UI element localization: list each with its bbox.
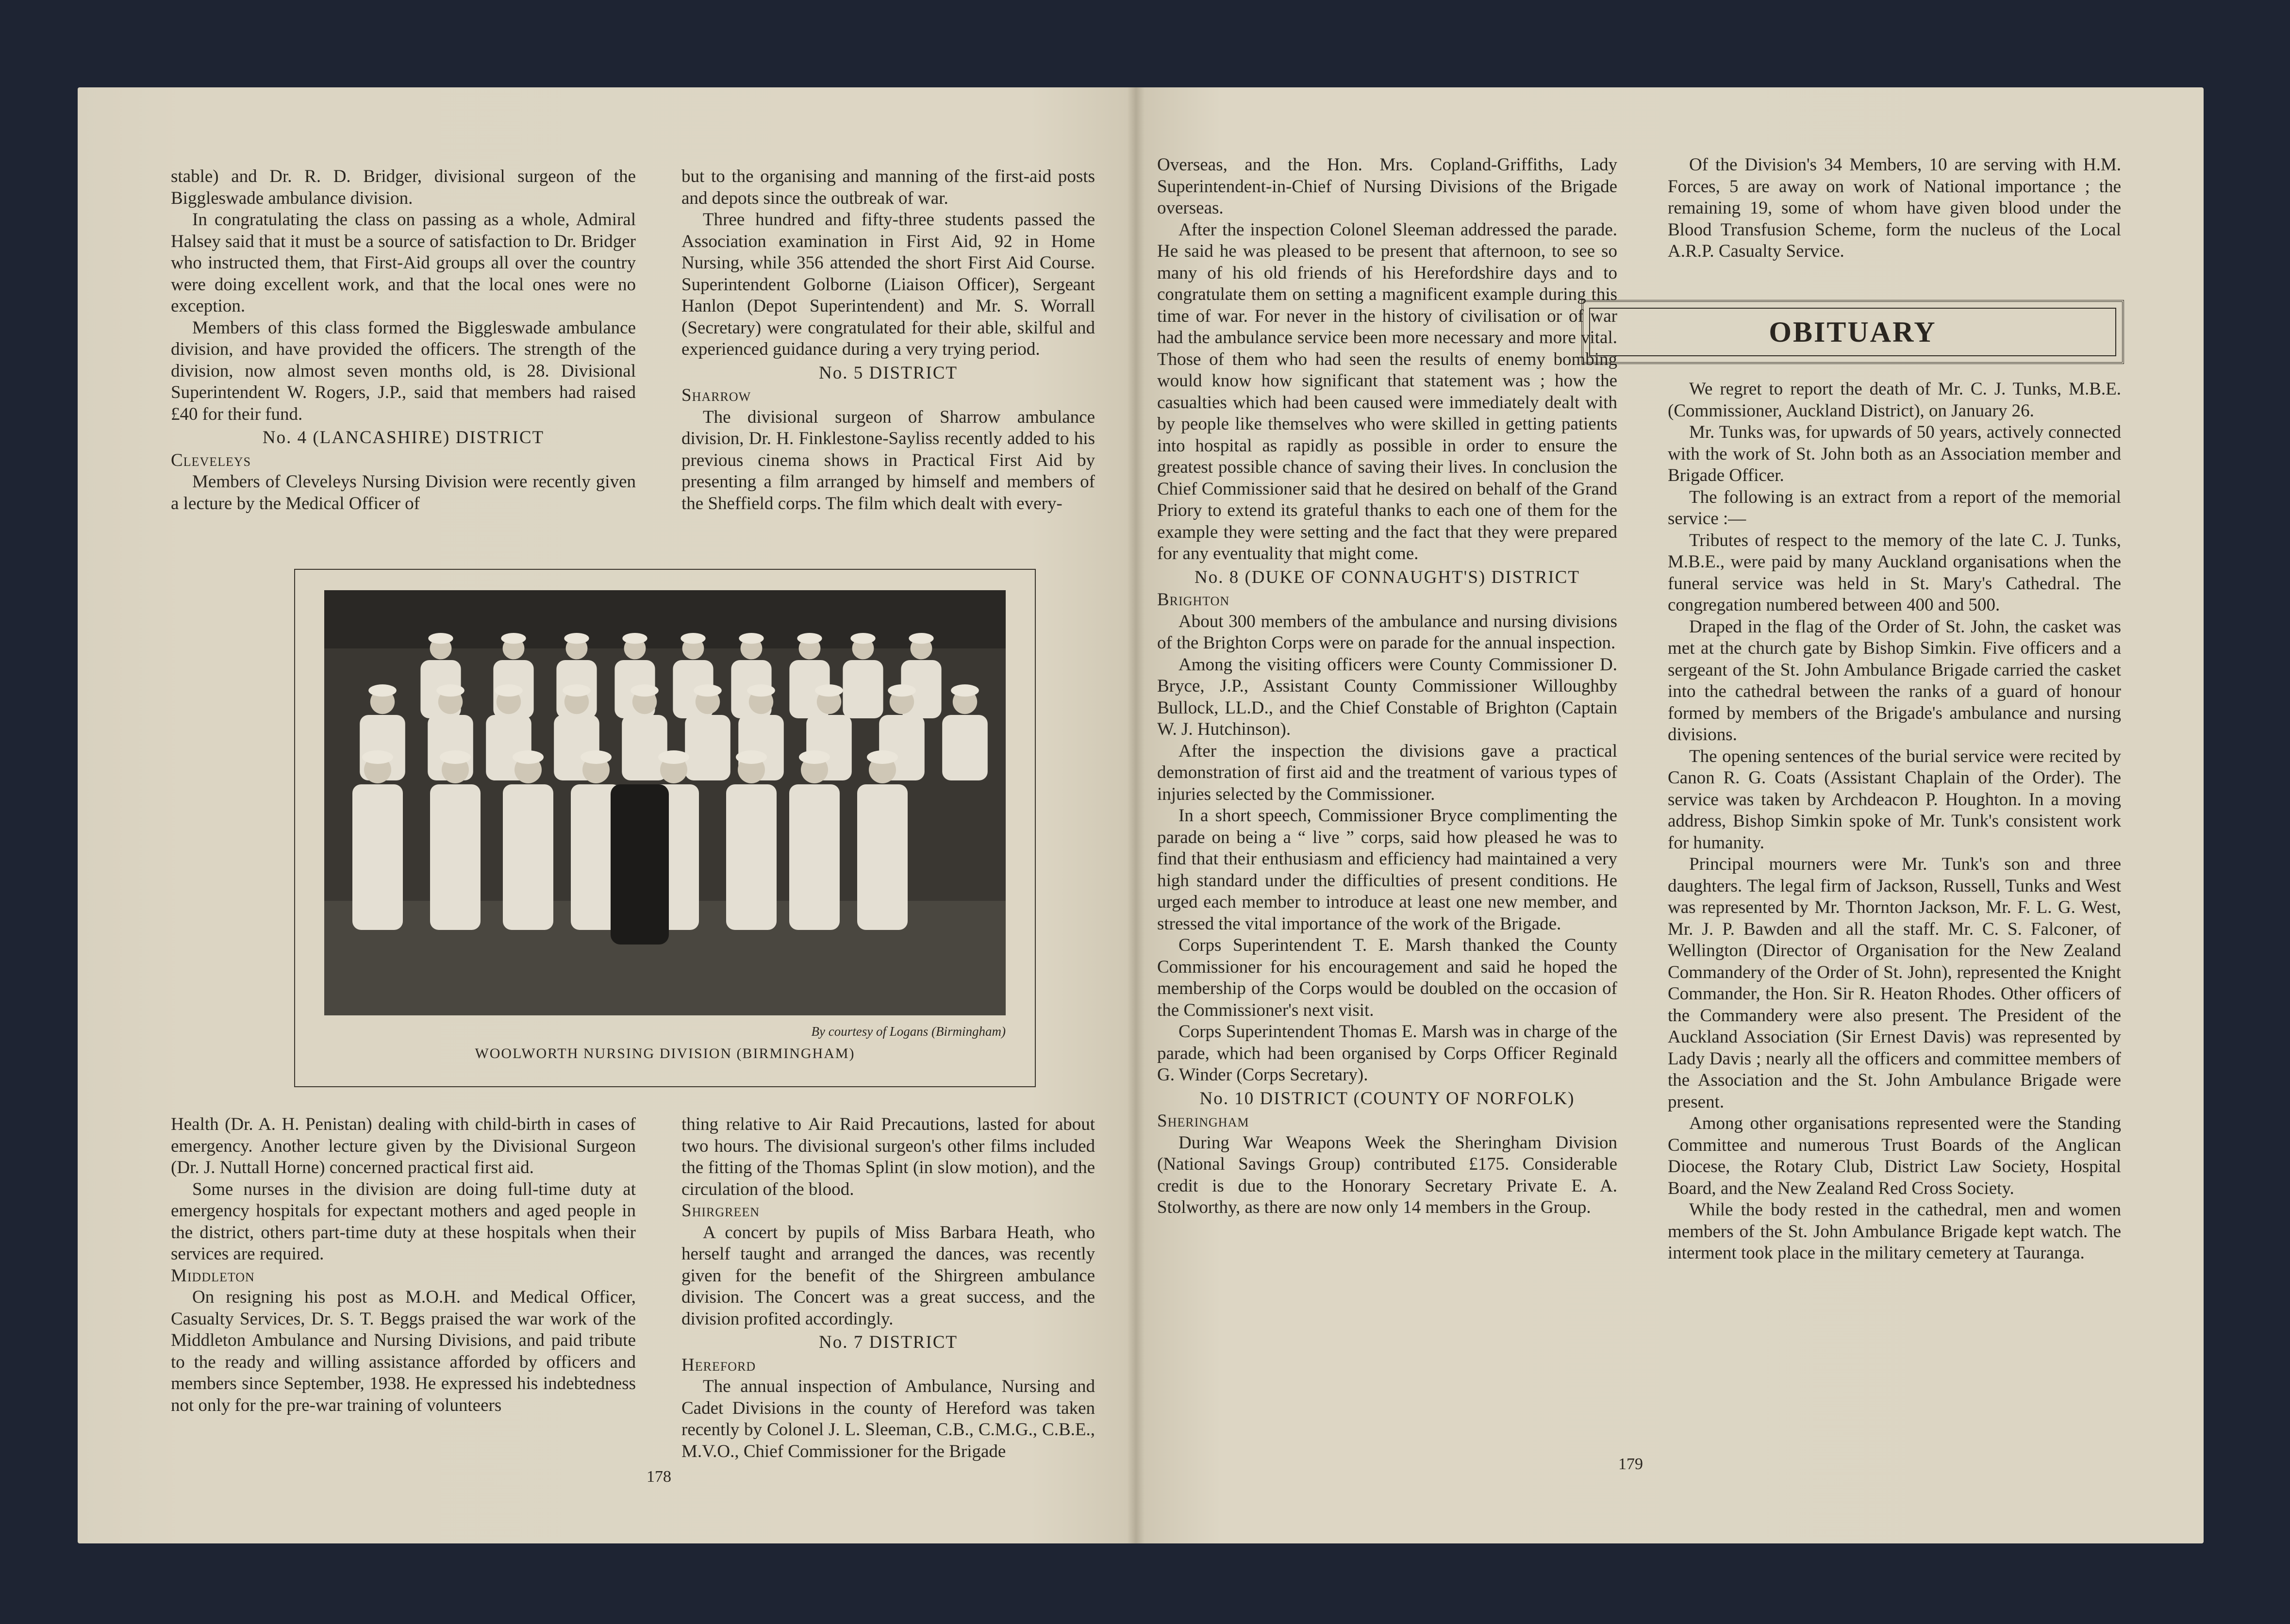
paragraph: Of the Division's 34 Members, 10 are serving with H.M. Forces, 5 are away on work of National importance ; the remaining 19, some of whom have given blood under the Blood Transfusion Scheme, form the nucleus of the Local A.R.P. Casualty Service. xyxy=(1668,155,2121,261)
right-column-2-top xyxy=(1668,154,2121,263)
paragraph: Draped in the flag of the Order of St. John, the casket was met at the church gate by Bishop Simkin. Five officers and a sergeant of the St. John Ambulance Brigade carried the casket into the cathedral between the ranks of a guard of honour formed by members of the Brigade's ambulance and nursing divisions. xyxy=(1668,616,2121,745)
paragraph: While the body rested in the cathedral, men and women members of the St. John Ambulance Brigade kept watch. The interment took place in the military cemetery at Tauranga. xyxy=(1668,1200,2121,1263)
paragraph: Three hundred and fifty-three students passed the Association examination in First Aid, 92 in Home Nursing, while 356 attended the short First Aid Course. Superintendent Golborne (Liaison Officer), Sergeant Hanlon (Depot Superintendent) and Mr. S. Worrall (Secretary) were congratulated for their able, skilful and experienced guidance during a very trying period. xyxy=(681,210,1095,359)
officer-figure xyxy=(611,784,669,945)
paragraph: During War Weapons Week the Sheringham Division (National Savings Group) contributed £175. Considerable credit is due to the Honorary Secretary Private E. A. Stolworthy, as there are now only 14 members in the Group. xyxy=(1157,1132,1617,1217)
photo-frame xyxy=(294,569,1036,1087)
nurses-photo-illustration xyxy=(324,590,1006,1015)
paragraph: We regret to report the death of Mr. C. J. Tunks, M.B.E. (Commissioner, Auckland District), on January 26. xyxy=(1668,379,2121,421)
district-heading: No. 4 (LANCASHIRE) DISTRICT xyxy=(262,428,545,447)
place-subheading: Shirgreen xyxy=(681,1201,760,1221)
district-heading: No. 7 DISTRICT xyxy=(819,1332,958,1352)
place-subheading: Cleveleys xyxy=(171,450,251,470)
paragraph: The annual inspection of Ambulance, Nursing and Cadet Divisions in the county of Hereford was taken recently by Colonel J. L. Sleeman, C.B., C.M.G., C.B.E., M.V.O., Chief Commissioner for the Brigade xyxy=(681,1376,1095,1461)
paragraph: Principal mourners were Mr. Tunk's son and three daughters. The legal firm of Jackson, Russell, Tunks and West was represented by Mr. Thornton Jackson, Mr. F. L. G. West, Mr. J. P. Bawden and all the staff. Mr. C. S. Falconer, of Wellington (Director of Organisation for the New Zealand Commandery of the Order of St. John), represented the Knight Commander, the Hon. Sir R. Heaton Rhodes. Other officers of the Commandery were also present. The President of the Auckland Association (Sir Ernest Davis) was represented by Lady Davis ; nearly all the officers and committee members of the Association and the St. John Ambulance Brigade were present. xyxy=(1668,854,2121,1112)
middle-column-bottom xyxy=(681,1114,1095,1462)
paragraph: thing relative to Air Raid Precautions, lasted for about two hours. The divisional surgeon's other films included the fitting of the Thomas Splint (in slow motion), and the circulation of the blood. xyxy=(681,1114,1095,1199)
place-subheading: Sharrow xyxy=(681,385,751,405)
district-heading: No. 8 (DUKE OF CONNAUGHT'S) DISTRICT xyxy=(1195,567,1580,587)
paragraph: Members of this class formed the Biggleswade ambulance division, and have provided the officers. The strength of the division, now almost seven months old, is 28. Divisional Superintendent W. Rogers, J.P., said that members had raised £40 for their fund. xyxy=(171,317,636,424)
obituary-title: OBITUARY xyxy=(1769,315,1937,348)
paragraph: On resigning his post as M.O.H. and Medical Officer, Casualty Services, Dr. S. T. Beggs praised the war work of the Middleton Ambulance and Nursing Divisions, and paid tribute to the ready and willing assistance afforded by officers and members since September, 1938. He expressed his indebtedness not only for the pre-war training of volunteers xyxy=(171,1287,636,1415)
paragraph: Tributes of respect to the memory of the late C. J. Tunks, M.B.E., were paid by many Auckland organisations when the funeral service was held in St. Mary's Cathedral. The congregation numbered between 400 and 500. xyxy=(1668,530,2121,615)
place-subheading: Brighton xyxy=(1157,590,1230,610)
paragraph: Members of Cleveleys Nursing Division were recently given a lecture by the Medical Officer of xyxy=(171,472,636,514)
district-heading: No. 5 DISTRICT xyxy=(819,363,958,383)
paragraph: After the inspection Colonel Sleeman addressed the parade. He said he was pleased to be present that afternoon, to see so many of his old friends of his Herefordshire days and to congratulate them on setting a magnificent example during this time of war. For never in the history of civilisation or of war had the ambulance service been more necessary and more vital. Those of them who had seen the results of enemy bombing would know how significant that statement was ; how the casualties which had been caused were immediately dealt with by people like themselves who were skilled in getting patients into hospital as rapidly as possible in order to ensure the greatest possible chance of saving their lives. In conclusion the Chief Commissioner said that he desired on behalf of the Grand Priory to extend its grateful thanks to each one of them for the example they were setting and the fact that they were prepared for any eventuality that might come. xyxy=(1157,219,1617,563)
paragraph: Overseas, and the Hon. Mrs. Copland-Griffiths, Lady Superintendent-in-Chief of Nursing Divisions of the Brigade overseas. xyxy=(1157,155,1617,218)
paragraph: The divisional surgeon of Sharrow ambulance division, Dr. H. Finklestone-Sayliss recently added to his previous cinema shows in Practical First Aid by presenting a film arranged by himself and members of the Sheffield corps. The film which dealt with every- xyxy=(681,407,1095,514)
paragraph: Mr. Tunks was, for upwards of 50 years, actively connected with the work of St. John both as an Association member and Brigade Officer. xyxy=(1668,422,2121,485)
paragraph: but to the organising and manning of the first-aid posts and depots since the outbreak of war. xyxy=(681,166,1095,208)
middle-column-top xyxy=(681,166,1095,514)
paragraph: In a short speech, Commissioner Bryce complimenting the parade on being a “ live ” corps, said how pleased he was to find that their enthusiasm and efficiency had maintained a very high standard under the difficulties of present conditions. He urged each member to introduce at least one new member, and stressed the vital importance of the work of the Brigade. xyxy=(1157,806,1617,934)
obituary-heading-box xyxy=(1581,300,2124,364)
paragraph: Some nurses in the division are doing full-time duty at emergency hospitals for expectant mothers and aged people in the district, others part-time duty at these hospitals when their services are required. xyxy=(171,1179,636,1264)
paragraph: In congratulating the class on passing as a whole, Admiral Halsey said that it must be a source of satisfaction to Dr. Bridger who instructed them, that First-Aid groups all over the country were doing excellent work, and that the local ones were no exception. xyxy=(171,210,636,316)
left-column-bottom xyxy=(171,1114,636,1416)
group-photo xyxy=(324,590,1006,1015)
place-subheading: Sheringham xyxy=(1157,1111,1249,1131)
paragraph: stable) and Dr. R. D. Bridger, divisional surgeon of the Biggleswade ambulance division. xyxy=(171,166,636,208)
left-column-top xyxy=(171,166,636,514)
paragraph: Health (Dr. A. H. Penistan) dealing with child-birth in cases of emergency. Another lecture given by the Divisional Surgeon (Dr. J. Nuttall Horne) concerned practical first aid. xyxy=(171,1114,636,1177)
paragraph: A concert by pupils of Miss Barbara Heath, who herself taught and arranged the dances, was recently given for the benefit of the Shirgreen ambulance division. The Concert was a great success, and the division profited accordingly. xyxy=(681,1222,1095,1329)
page-number-left: 178 xyxy=(647,1468,671,1486)
place-subheading: Hereford xyxy=(681,1355,756,1375)
photo-caption: WOOLWORTH NURSING DIVISION (BIRMINGHAM) xyxy=(475,1045,855,1061)
paragraph: Among the visiting officers were County Commissioner D. Bryce, J.P., Assistant County Commissioner Willoughby Bullock, LL.D., and the Chief Constable of Brighton (Captain W. J. Hutchinson). xyxy=(1157,654,1617,739)
paragraph: The following is an extract from a report of the memorial service :— xyxy=(1668,487,2121,529)
place-subheading: Middleton xyxy=(171,1265,255,1286)
paragraph: After the inspection the divisions gave a practical demonstration of first aid and the treatment of various types of injuries selected by the Commissioner. xyxy=(1157,741,1617,804)
paragraph: Among other organisations represented were the Standing Committee and numerous Trust Boards of the Anglican Diocese, the Rotary Club, District Law Society, Hospital Board, and the New Zealand Red Cross Society. xyxy=(1668,1113,2121,1198)
district-heading: No. 10 DISTRICT (COUNTY OF NORFOLK) xyxy=(1199,1088,1575,1109)
paragraph: About 300 members of the ambulance and nursing divisions of the Brighton Corps were on parade for the annual inspection. xyxy=(1157,611,1617,653)
right-column-1 xyxy=(1157,154,1617,1219)
paragraph: The opening sentences of the burial service were recited by Canon R. G. Coats (Assistant Chaplain of the Order). The service was taken by Archdeacon P. Houghton. In a moving address, Bishop Simkin spoke of Mr. Tunk's consistent work for humanity. xyxy=(1668,746,2121,853)
paragraph: Corps Superintendent Thomas E. Marsh was in charge of the parade, which had been organised by Corps Officer Reginald G. Winder (Corps Secretary). xyxy=(1157,1022,1617,1085)
page-gutter xyxy=(1127,87,1145,1543)
photo-credit: By courtesy of Logans (Birmingham) xyxy=(811,1024,1006,1039)
page-number-right: 179 xyxy=(1618,1455,1643,1473)
paragraph: Corps Superintendent T. E. Marsh thanked the County Commissioner for his encouragement and said he hoped the membership of the Corps would be doubled on the occasion of the Commissioner's next visit. xyxy=(1157,935,1617,1020)
right-column-2-bottom xyxy=(1668,379,2121,1264)
